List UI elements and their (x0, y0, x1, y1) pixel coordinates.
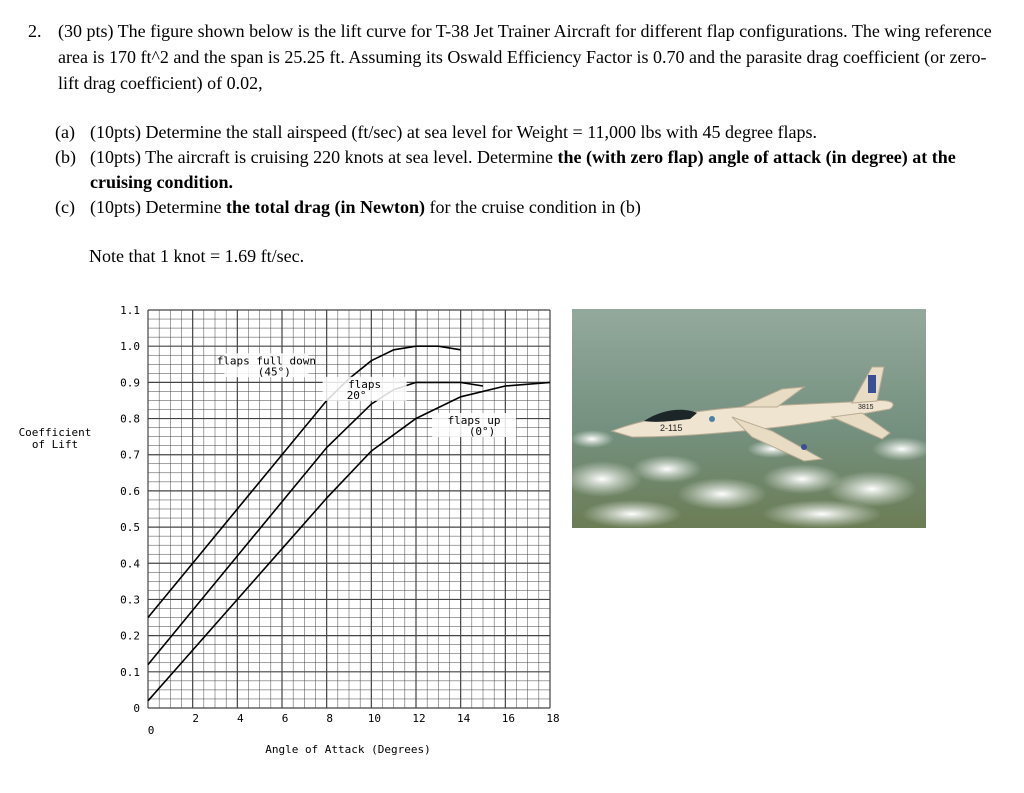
part-b (55, 145, 975, 195)
y-tick-label: 0.3 (120, 593, 140, 607)
y-tick-label: 0.8 (120, 412, 140, 426)
x-tick-label: 14 (457, 712, 471, 725)
x-tick-label: 16 (501, 712, 515, 725)
y-tick-label: 1.0 (120, 340, 140, 354)
y-tick-label: 0.1 (120, 665, 140, 679)
part-label: (b) (55, 147, 76, 167)
annotation-label: flaps up (447, 413, 501, 427)
part-text: (10pts) Determine (90, 197, 226, 217)
x-axis-label: Angle of Attack (Degrees) (265, 743, 431, 756)
x-tick-label: 18 (546, 712, 560, 725)
y-tick-label: 0.5 (120, 521, 140, 535)
part-label: (c) (55, 197, 75, 217)
annotation-label: flaps (348, 377, 382, 391)
y-tick-label: 0.2 (120, 629, 140, 643)
y-tick-label: 0 (133, 702, 140, 715)
part-tail-text: for the cruise condition in (b) (424, 197, 641, 217)
x-tick-label: 10 (367, 712, 381, 725)
aircraft-marking-tail-number: 2-115 (660, 423, 683, 433)
y-tick-label: 1.1 (120, 304, 140, 317)
y-axis-label: of Lift (31, 438, 79, 451)
y-tick-label: 0.4 (120, 557, 140, 571)
problem-intro: (30 pts) The figure shown below is the lift curve for T-38 Jet Trainer Aircraft for different flap configurations. The wing reference area is 170 ft^2 and the span is 25.25 ft. Assuming its Oswald Efficiency Factor is 0.70 and the parasite drag coefficient (or zero-lift drag coefficient) of 0.02, (58, 21, 992, 93)
t38-aircraft-photo (572, 309, 926, 528)
y-tick-label: 0.6 (120, 484, 140, 498)
part-bold-text: the (with zero flap) angle of attack (in degree) at the cruising condition. (90, 147, 956, 192)
y-axis-label: Coefficient (18, 426, 92, 439)
part-bold-text: the total drag (in Newton) (225, 197, 425, 217)
y-tick-label: 0.9 (120, 376, 140, 390)
annotation-sublabel: (0°) (468, 424, 496, 438)
x-tick-label: 2 (192, 712, 199, 725)
x-tick-label: 8 (326, 712, 333, 725)
part-text: (10pts) Determine the stall airspeed (ft/sec) at sea level for Weight = 11,000 lbs with 45 degree flaps. (90, 122, 817, 142)
part-a (55, 120, 975, 145)
part-label: (a) (55, 122, 75, 142)
x-tick-label: 4 (237, 712, 244, 725)
annotation-sublabel: 20° (346, 388, 367, 402)
x-tick-label: 12 (412, 712, 426, 725)
aircraft-marking-fin-number: 3815 (858, 404, 874, 411)
unit-note: Note that 1 knot = 1.69 ft/sec. (89, 246, 305, 266)
problem-number: 2. (28, 21, 42, 41)
part-c (55, 195, 975, 220)
y-tick-label: 0.7 (120, 448, 140, 462)
lift-curve-chart (0, 290, 580, 770)
x-tick-label: 0 (147, 724, 155, 737)
annotation-sublabel: (45°) (257, 365, 291, 379)
x-tick-label: 6 (281, 712, 289, 725)
part-text: (10pts) The aircraft is cruising 220 knots at sea level. Determine (90, 147, 558, 167)
parts-list (55, 120, 975, 220)
aircraft-illustration (572, 309, 926, 528)
annotation-label: flaps full down (216, 354, 317, 368)
